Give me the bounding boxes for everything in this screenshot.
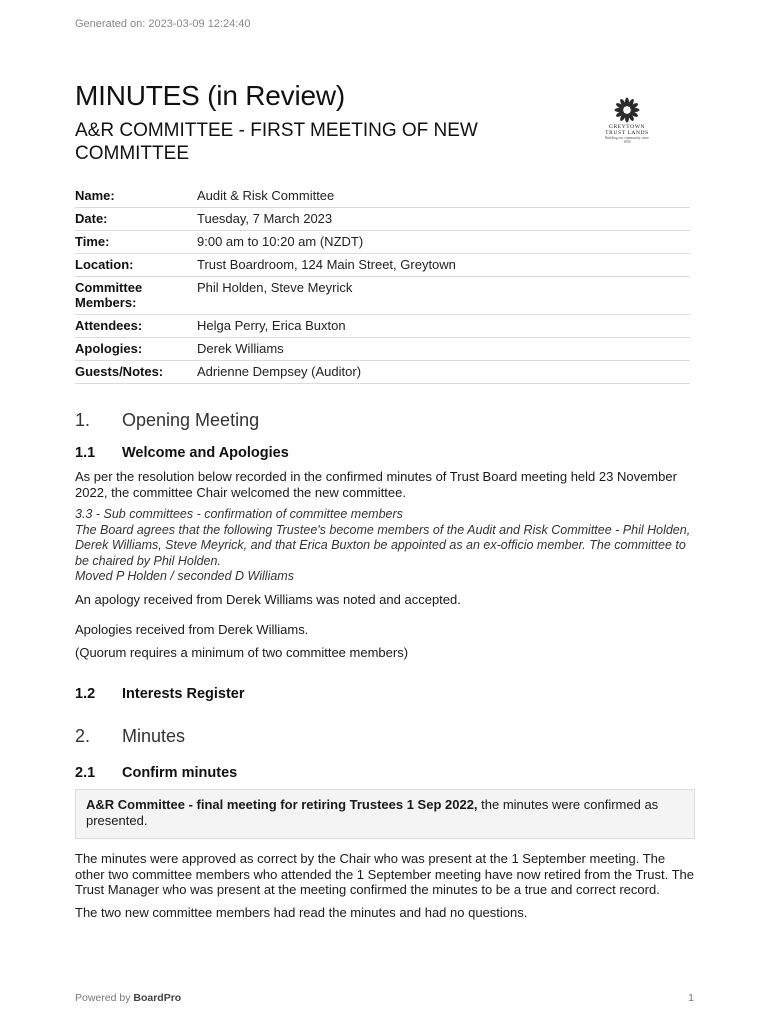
detail-label: Name:: [75, 188, 115, 203]
meeting-details-table: [75, 185, 690, 384]
new-members-paragraph: The two new committee members had read the minutes and had no questions.: [75, 904, 528, 920]
detail-row: [75, 277, 690, 315]
note-text: the minutes were confirmed as presented.: [86, 797, 659, 828]
detail-row: [75, 185, 690, 208]
section-heading-opening-meeting: [75, 410, 695, 431]
detail-value: Phil Holden, Steve Meyrick: [197, 280, 353, 295]
page-number: 1: [688, 992, 694, 1004]
section-number: 2.: [75, 726, 91, 746]
detail-value: Helga Perry, Erica Buxton: [197, 318, 346, 333]
apology-noted-paragraph: An apology received from Derek Williams was noted and accepted.: [75, 591, 461, 607]
subsection-heading-confirm-minutes: [75, 765, 695, 781]
apologies-paragraph: Apologies received from Derek Williams.: [75, 622, 309, 637]
section-heading-minutes: [75, 726, 695, 747]
detail-label: Guests/Notes:: [75, 364, 164, 379]
organisation-logo: [602, 96, 652, 146]
meeting-subtitle: A&R COMMITTEE - FIRST MEETING OF NEW COMMITTEE: [75, 120, 478, 164]
detail-value: Adrienne Dempsey (Auditor): [197, 364, 362, 379]
quorum-paragraph: (Quorum requires a minimum of two committee members): [75, 644, 409, 660]
detail-value: Trust Boardroom, 124 Main Street, Greytown: [197, 257, 456, 272]
detail-label: Apologies:: [75, 341, 143, 356]
section-title: Opening Meeting: [122, 410, 260, 430]
confirmed-note-box: [75, 789, 695, 839]
minutes-content: [75, 410, 695, 920]
logo-name-2: TRUST LANDS: [605, 130, 649, 136]
detail-label: Date:: [75, 211, 108, 226]
detail-value: 9:00 am to 10:20 am (NZDT): [197, 234, 364, 249]
subsection-title: Confirm minutes: [122, 765, 238, 781]
logo-tagline: Building our community since 1856: [605, 136, 649, 144]
subsection-heading-welcome: [75, 445, 695, 461]
powered-by-prefix: Powered by: [75, 992, 134, 1004]
section-number: 1.: [75, 410, 91, 430]
detail-row: [75, 208, 690, 231]
note-bold-text: A&R Committee - final meeting for retiring Trustees 1 Sep 2022,: [86, 797, 478, 812]
page-title: MINUTES (in Review): [75, 80, 346, 111]
welcome-paragraph: As per the resolution below recorded in the confirmed minutes of Trust Board meeting held 23 November 2022, the committee Chair welcomed the new committee.: [75, 469, 677, 500]
powered-by-brand: BoardPro: [133, 992, 182, 1004]
detail-row: [75, 231, 690, 254]
section-title: Minutes: [122, 726, 186, 746]
resolution-moved: Moved P Holden / seconded D Williams: [75, 569, 294, 583]
detail-label: Time:: [75, 234, 110, 249]
detail-label: Committee Members:: [75, 280, 143, 310]
detail-row: [75, 361, 690, 384]
resolution-heading: 3.3 - Sub committees - confirmation of committee members: [75, 507, 403, 521]
detail-value: Audit & Risk Committee: [197, 188, 335, 203]
detail-value: Tuesday, 7 March 2023: [197, 211, 333, 226]
detail-row: [75, 254, 690, 277]
subsection-number: 2.1: [75, 765, 96, 781]
approval-paragraph: The minutes were approved as correct by the Chair who was present at the 1 September meeting. The other two committee members who attended the 1 September meeting have now retired from the Trust. The Trust Manager who was present at the meeting confirmed the minutes to be a true and correct record.: [75, 851, 695, 897]
resolution-quote: [75, 507, 695, 585]
subsection-heading-interests: [75, 686, 695, 702]
detail-row: [75, 315, 690, 338]
detail-value: Derek Williams: [197, 341, 284, 356]
subsection-number: 1.1: [75, 445, 96, 461]
subsection-number: 1.2: [75, 686, 96, 702]
generated-timestamp: Generated on: 2023-03-09 12:24:40: [75, 18, 251, 30]
detail-label: Location:: [75, 257, 134, 272]
logo-name: GREYTOWN: [608, 124, 646, 130]
flower-emblem-icon: [613, 96, 641, 124]
powered-by: [75, 992, 181, 1004]
resolution-text: The Board agrees that the following Trustee's become members of the Audit and Risk Committee - Phil Holden, Derek Williams, Steve Meyrick, and that Erica Buxton be appointed as an ex-officio member. The committee to be chaired by Phil Holden.: [75, 522, 691, 568]
detail-row: [75, 338, 690, 361]
subsection-title: Welcome and Apologies: [122, 445, 289, 461]
detail-label: Attendees:: [75, 318, 143, 333]
subsection-title: Interests Register: [122, 686, 245, 702]
